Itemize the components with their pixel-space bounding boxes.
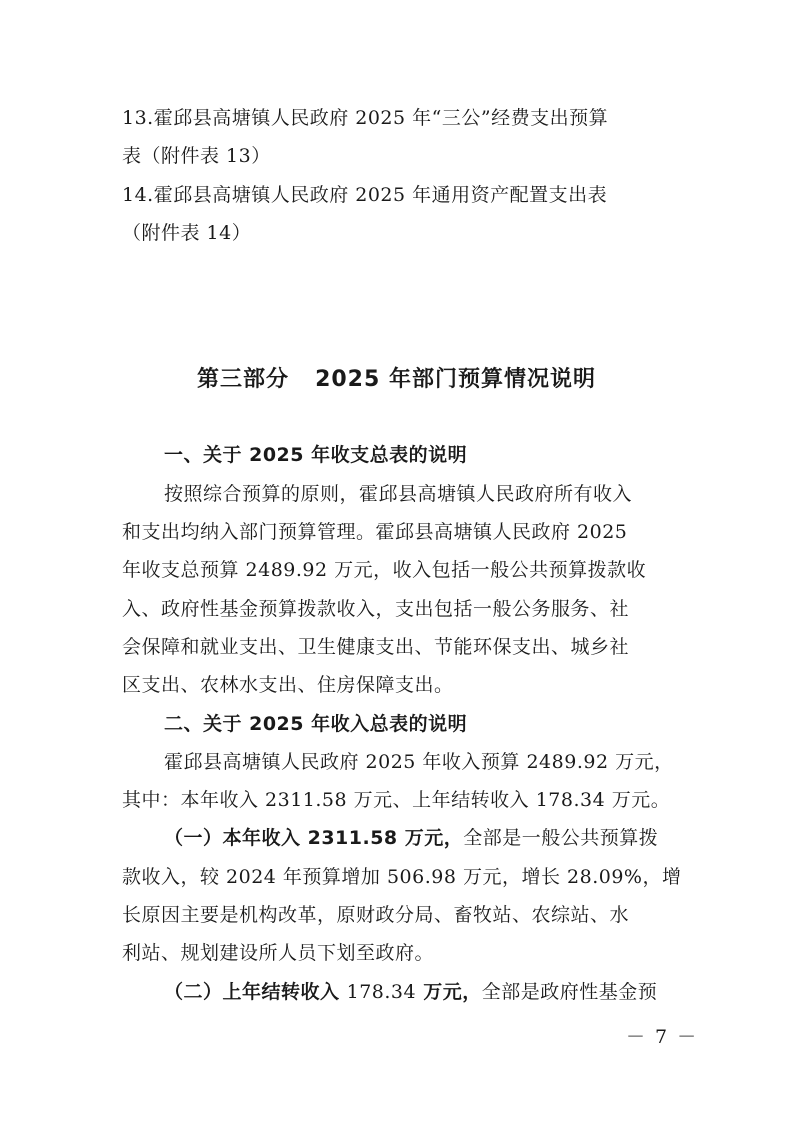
part-three-heading: [0, 362, 793, 393]
part-label: 第三部分: [197, 367, 290, 392]
page-number: － 7 －: [626, 1026, 699, 1048]
subsection-two-lead-b: 万元，: [416, 981, 482, 1003]
subsection-two-amount: 178.34: [346, 981, 417, 1003]
subsection-one-line: 款收入，较 2024 年预算增加 506.98 万元，增长 28.09%，增: [122, 866, 682, 888]
list-item-13-line1: 13.霍邱县高塘镇人民政府 2025 年“三公”经费支出预算: [122, 107, 609, 129]
section-one-paragraph-line: 区支出、农林水支出、住房保障支出。: [122, 674, 454, 696]
part-title: 2025 年部门预算情况说明: [315, 367, 596, 392]
section-two-heading: 二、关于 2025 年收入总表的说明: [164, 713, 468, 735]
section-two-paragraph-line: 其中：本年收入 2311.58 万元、上年结转收入 178.34 万元。: [122, 789, 671, 811]
subsection-two-lead-a: （二）上年结转收入: [164, 981, 347, 1003]
list-item-13-line2: 表（附件表 13）: [122, 145, 271, 167]
section-one-paragraph-line: 年收支总预算 2489.92 万元，收入包括一般公共预算拨款收: [122, 559, 647, 581]
subsection-two-text: 全部是政府性基金预: [481, 981, 658, 1003]
section-one-paragraph-line: 和支出均纳入部门预算管理。霍邱县高塘镇人民政府 2025: [122, 521, 628, 543]
section-one-heading: 一、关于 2025 年收支总表的说明: [164, 444, 468, 466]
subsection-two-first-line: [164, 977, 657, 1007]
list-item-14-line1: 14.霍邱县高塘镇人民政府 2025 年通用资产配置支出表: [122, 184, 608, 206]
subsection-one-text: 全部是一般公共预算拨: [463, 827, 659, 849]
section-one-paragraph-line: 会保障和就业支出、卫生健康支出、节能环保支出、城乡社: [122, 636, 630, 658]
subsection-one-first-line: [164, 823, 658, 853]
section-one-paragraph-line: 按照综合预算的原则，霍邱县高塘镇人民政府所有收入: [164, 483, 633, 505]
list-item-14-line2: （附件表 14）: [122, 222, 252, 244]
section-one-paragraph-line: 入、政府性基金预算拨款收入，支出包括一般公务服务、社: [122, 598, 630, 620]
section-two-paragraph-line: 霍邱县高塘镇人民政府 2025 年收入预算 2489.92 万元，: [164, 751, 674, 773]
subsection-one-line: 长原因主要是机构改革，原财政分局、畜牧站、农综站、水: [122, 904, 630, 926]
subsection-one-line: 利站、规划建设所人员下划至政府。: [122, 942, 435, 964]
subsection-one-lead: （一）本年收入 2311.58 万元，: [164, 827, 464, 849]
